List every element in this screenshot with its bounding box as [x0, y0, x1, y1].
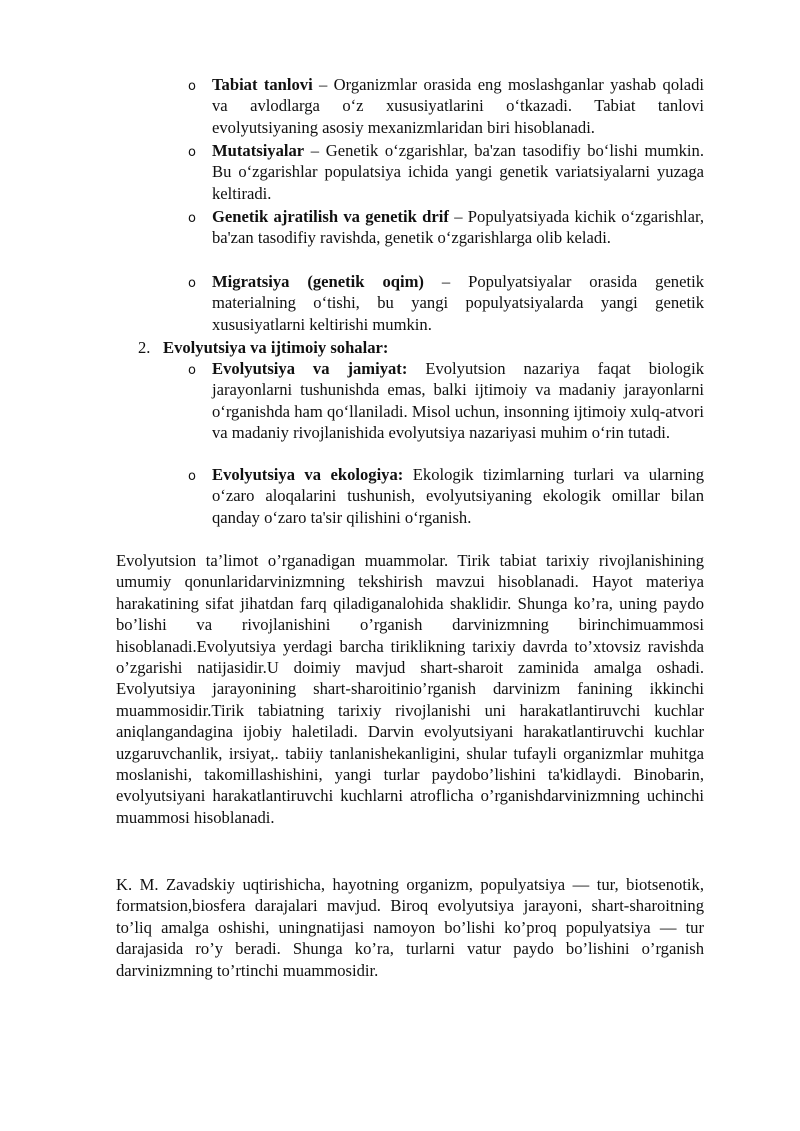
section-title: Evolyutsiya va ijtimoiy sohalar:	[163, 338, 389, 357]
bullet-icon: o	[188, 145, 196, 160]
bullet-icon: o	[188, 276, 196, 291]
item-title: Evolyutsiya va ekologiya:	[212, 465, 404, 484]
item-text: – Organizmlar orasida eng moslashganlar yashab qoladi va avlodlarga o‘z xususiyatlarini o‘tkazadi. Tabiat tanlovi evolyutsiyaning asosiy mexanizmlaridan biri hisoblanadi.	[212, 75, 704, 137]
item-text: – Genetik o‘zgarishlar, ba'zan tasodifiy bo‘lishi mumkin. Bu o‘zgarishlar populatsiya ichida yangi genetik variatsiyalarni yuzaga keltiradi.	[212, 141, 704, 203]
section-heading	[138, 337, 388, 358]
list-item	[212, 206, 704, 249]
bullet-icon: o	[188, 469, 196, 484]
bullet-icon: o	[188, 363, 196, 378]
item-title: Genetik ajratilish va genetik drif	[212, 207, 449, 226]
item-text: Evolyutsion nazariya faqat biologik jarayonlarni tushunishda emas, balki ijtimoiy va madaniy jarayonlarni o‘rganishda ham qo‘llaniladi. Misol uchun, insonning ijtimoiy xulq-atvori va madaniy rivojlanishida evolyutsiya nazariyasi muhim o‘rin tutadi.	[212, 359, 705, 443]
list-item	[212, 464, 704, 528]
body-paragraph: Evolyutsion ta’limot o’rganadigan muammolar. Tirik tabiat tarixiy rivojlanishining umumiy qonunlaridarvinizmning tekshirish mavzui hisoblanadi. Hayot materiya harakatining sifat jihatdan farq qiladiganalohida shaklidir. Shunga ko’ra, uning paydo bo’lishi va rivojlanishini o’rganish darvinizmning birinchimuammosi hisoblanadi.Evolyutsiya yerdagi barcha tiriklikning tarixiy davrda to’xtovsiz ravishda o’zgarishi natijasidir.U doimiy mavjud shart-sharoit zaminida amalga oshadi. Evolyutsiya jarayonining shart-sharoitinio’rganish darvinizm fanining ikkinchi muammosidir.Tirik tabiatning tarixiy rivojlanishi uni harakatlantiruvchi kuchlar aniqlangandagina ijobiy haletiladi. Darvin evolyutsiyani harakatlantiruvchi kuchlar uzgaruvchanlik, irsiyat,. tabiiy tanlanishekanligini, shular tufayli organizmlar muhitga moslanishi, takomillashishini, yangi turlar paydobo’lishini ta'kidlaydi. Binobarin, evolyutsiyani harakatlantiruvchi kuchlarni atroflicha o’rganishdarvinizmning uchinchi muammosi hisoblanadi.	[116, 551, 704, 827]
list-item	[212, 74, 704, 138]
item-title: Mutatsiyalar	[212, 141, 305, 160]
section-number: 2.	[138, 338, 151, 357]
item-title: Tabiat tanlovi	[212, 75, 313, 94]
bullet-icon: o	[188, 79, 196, 94]
body-paragraph: K. M. Zavadskiy uqtirishicha, hayotning organizm, populyatsiya — tur, biotsenotik, formatsion,biosfera darajalari mavjud. Biroq evolyutsiya jarayoni, shart-sharoitning to’liq amalga oshishi, uningnatijasi namoyon bo’lishi ko’proq populyatsiya — tur darajasida ro’y beradi. Shunga ko’ra, turlarni vatur paydo bo’lishini o’rganish darvinizmning to’rtinchi muammosidir.	[116, 875, 704, 980]
item-text: Ekologik tizimlarning turlari va ularning o‘zaro aloqalarini tushunish, evolyutsiyaning ekologik omillar bilan qanday o‘zaro ta'sir qilishini o‘rganish.	[212, 465, 705, 527]
list-item	[212, 140, 704, 204]
item-title: Evolyutsiya va jamiyat:	[212, 359, 408, 378]
item-text: – Populyatsiyalar orasida genetik materialning o‘tishi, bu yangi populyatsiyalarda yangi genetik xususiyatlarni keltirishi mumkin.	[212, 272, 704, 334]
item-title: Migratsiya (genetik oqim)	[212, 272, 424, 291]
list-item	[212, 358, 704, 444]
list-item	[212, 271, 704, 335]
bullet-icon: o	[188, 211, 196, 226]
item-text: – Populyatsiyada kichik o‘zgarishlar, ba'zan tasodifiy ravishda, genetik o‘zgarishlarga olib keladi.	[212, 207, 704, 248]
